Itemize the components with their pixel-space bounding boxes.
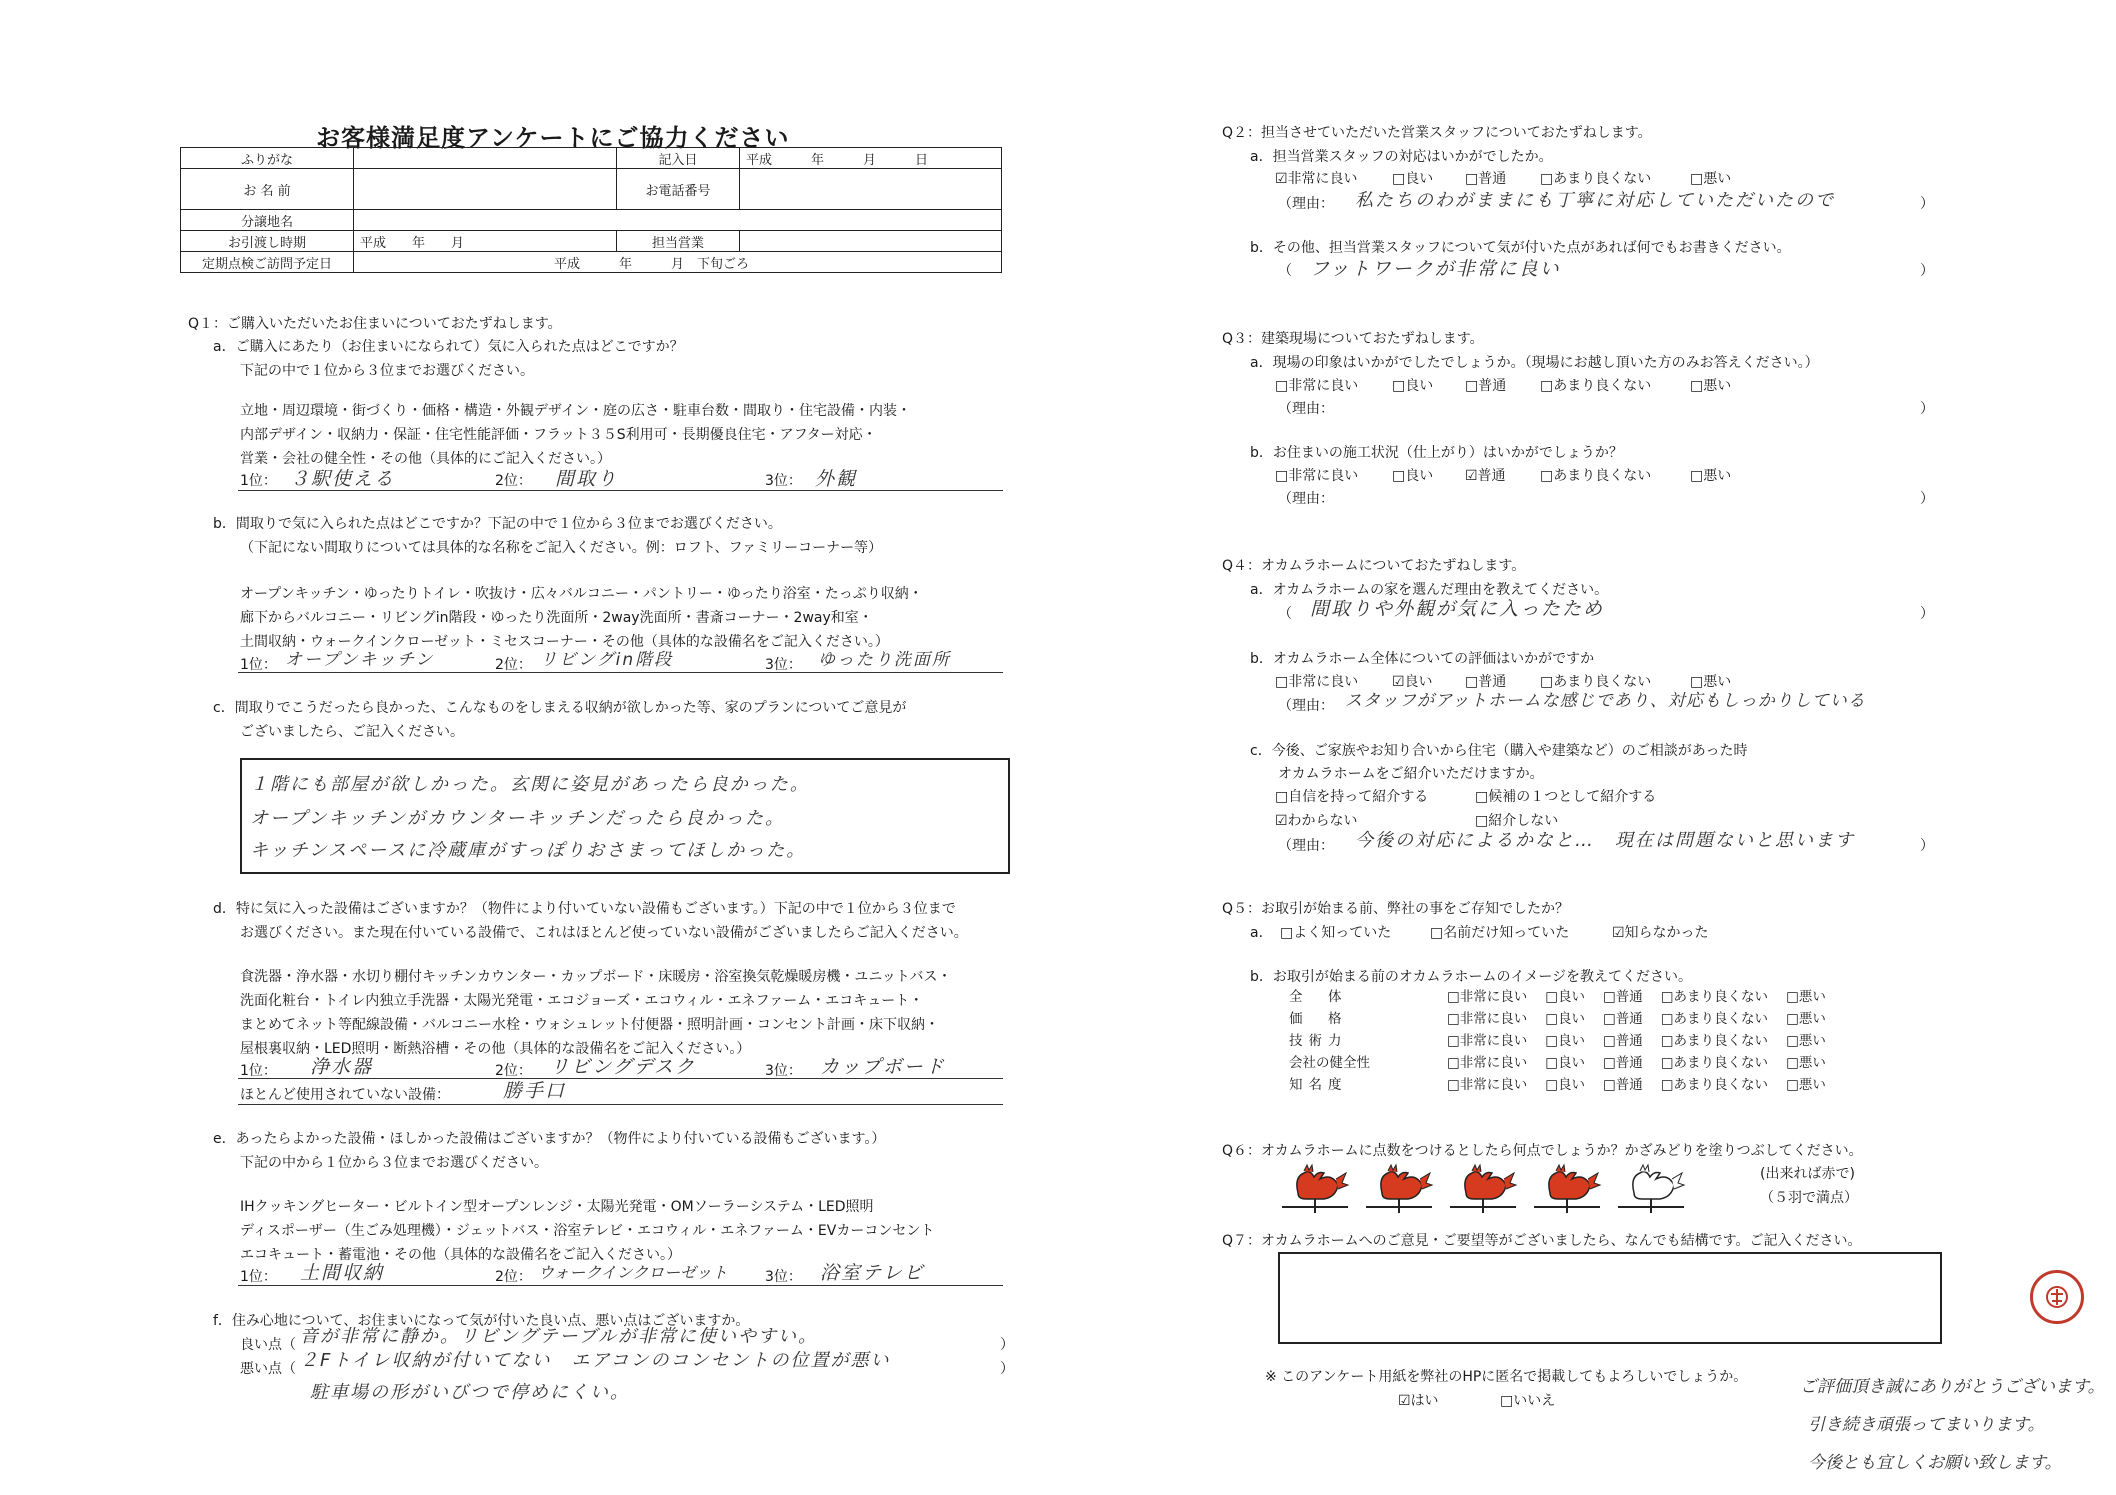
q5b-opt[interactable]: □普通 <box>1603 1011 1643 1027</box>
inspection-field[interactable]: 平成 年 月 下旬ごろ <box>354 252 1002 273</box>
publish-no[interactable]: □いいえ <box>1500 1393 1556 1409</box>
q1b-text: b．間取りで気に入られた点はどこですか？下記の中で１位から３位までお選びください。 <box>213 516 782 532</box>
q5b-row-label: 会社の健全性 <box>1289 1055 1370 1071</box>
q3a-opt-3[interactable]: □普通 <box>1465 378 1507 394</box>
q6-note-2: （５羽で満点） <box>1760 1190 1858 1206</box>
q2a-text: a．担当営業スタッフの対応はいかがでしたか。 <box>1250 149 1553 165</box>
q5b-opt[interactable]: □非常に良い <box>1447 989 1528 1005</box>
q2a-reason[interactable]: 私たちのわがままにも丁寧に対応していただいたので <box>1355 190 1835 211</box>
q3a-opt-4[interactable]: □あまり良くない <box>1540 378 1652 394</box>
q5b-opt[interactable]: □良い <box>1545 1055 1586 1071</box>
q1d-rank-underline <box>238 1078 1003 1079</box>
q5b-text: b．お取引が始まる前のオカムラホームのイメージを教えてください。 <box>1250 969 1693 985</box>
q2a-opt-3[interactable]: □普通 <box>1465 171 1507 187</box>
q5b-opt[interactable]: □悪い <box>1786 1011 1826 1027</box>
q5b-opt[interactable]: □あまり良くない <box>1660 1077 1769 1093</box>
q1d-options-3: まとめてネット等配線設備・バルコニー水栓・ウォシュレット付便器・照明計画・コンセント計画・床下収納・ <box>240 1017 940 1033</box>
q1a-rank3-label: 3位： <box>765 473 802 489</box>
q5a-opt-2[interactable]: □名前だけ知っていた <box>1430 925 1570 941</box>
q5b-row <box>1285 984 1840 1006</box>
q1e-rank2[interactable]: ウォークインクローゼット <box>538 1263 728 1282</box>
q3b-opt-1[interactable]: □非常に良い <box>1275 468 1359 484</box>
q1c-answer-3: キッチンスペースに冷蔵庫がすっぽりおさまってほしかった。 <box>250 840 807 861</box>
q5b-row <box>1285 1050 1840 1072</box>
q4c-reason-label: （理由： <box>1278 838 1334 854</box>
q5b-opt[interactable]: □普通 <box>1603 1055 1643 1071</box>
q5a-opt-1[interactable]: □よく知っていた <box>1280 925 1392 941</box>
q1a-options-2: 内部デザイン・収納力・保証・住宅性能評価・フラット３５S利用可・長期優良住宅・アフター対応・ <box>240 427 877 443</box>
q2-heading: Q２：担当させていただいた営業スタッフについておたずねします。 <box>1222 125 1652 141</box>
q5b-opt[interactable]: □悪い <box>1786 1055 1826 1071</box>
q2a-opt-5[interactable]: □悪い <box>1690 171 1732 187</box>
name-label: お 名 前 <box>181 169 354 210</box>
q4a-answer[interactable]: 間取りや外観が気に入ったため <box>1310 598 1605 620</box>
q5b-opt[interactable]: □普通 <box>1603 1077 1643 1093</box>
q1d-rank3-label: 3位： <box>765 1063 802 1079</box>
staff-label: 担当営業 <box>617 231 740 252</box>
q1f-bad[interactable]: ２Fトイレ収納が付いてない エアコンのコンセントの位置が悪い <box>300 1350 891 1371</box>
q2a-opt-1[interactable]: ☑非常に良い <box>1275 171 1358 187</box>
q1e-rank3-label: 3位： <box>765 1269 802 1285</box>
q3a-text: a．現場の印象はいかがでしたでしょうか。（現場にお越し頂いた方のみお答えください。） <box>1250 355 1819 371</box>
q4b-reason-label: （理由： <box>1278 698 1334 714</box>
q3a-opt-5[interactable]: □悪い <box>1690 378 1732 394</box>
q4c-reason-close: ） <box>1920 838 1934 854</box>
q1b-rank-underline <box>238 672 1003 673</box>
q3b-reason-close: ） <box>1920 491 1934 507</box>
q1b-rank3[interactable]: ゆったり洗面所 <box>818 650 951 670</box>
q3b-text: b．お住まいの施工状況（仕上がり）はいかがでしょうか？ <box>1250 445 1623 461</box>
q5a-opt-3[interactable]: ☑知らなかった <box>1612 925 1709 941</box>
staff-reply-3: 今後とも宜しくお願い致します。 <box>1808 1453 2062 1473</box>
q1b-rank1[interactable]: オープンキッチン <box>285 650 435 670</box>
furigana-field[interactable] <box>354 148 617 169</box>
publish-question: ※ このアンケート用紙を弊社のHPに匿名で掲載してもよろしいでしょうか。 <box>1265 1369 1748 1385</box>
q1e-rank1-label: 1位： <box>240 1269 277 1285</box>
q5b-row-label: 全 体 <box>1289 989 1348 1005</box>
q5b-row-label: 価 格 <box>1289 1011 1348 1027</box>
q1b-options-3: 土間収納・ウォークインクローゼット・ミセスコーナー・その他（具体的な設備名をご記入ください。） <box>240 634 889 650</box>
q2b-answer[interactable]: フットワークが非常に良い <box>1310 258 1561 280</box>
q1e-rank2-label: 2位： <box>495 1269 532 1285</box>
q5b-opt[interactable]: □非常に良い <box>1447 1033 1528 1049</box>
q5b-opt[interactable]: □あまり良くない <box>1660 989 1769 1005</box>
q1f-bad-label: 悪い点（ <box>240 1361 296 1377</box>
q1b-rank2[interactable]: リビングin階段 <box>540 650 674 670</box>
q4c-text: c．今後、ご家族やお知り合いから住宅（購入や建築など）のご相談があった時 <box>1250 743 1748 759</box>
q5b-image-table <box>1285 984 1840 1094</box>
q5-heading: Q５：お取引が始まる前、弊社の事をご存知でしたか？ <box>1222 901 1570 917</box>
rooster-icon[interactable] <box>1616 1163 1686 1215</box>
rooster-icon[interactable] <box>1532 1163 1602 1215</box>
q1b-options-1: オープンキッチン・ゆったりトイレ・吹抜け・広々バルコニー・パントリー・ゆったり浴室・たっぷり収納・ <box>240 586 923 602</box>
q1f-bad-close: ） <box>1000 1361 1014 1377</box>
seal-stamp-icon <box>2030 1270 2084 1324</box>
q5b-opt[interactable]: □悪い <box>1786 1077 1826 1093</box>
rooster-icon[interactable] <box>1364 1163 1434 1215</box>
q5b-opt[interactable]: □良い <box>1545 989 1586 1005</box>
q1a-rank1[interactable]: ３駅使える <box>290 468 396 490</box>
q5b-row-label: 知名度 <box>1289 1077 1348 1093</box>
q1d-unused-label: ほとんど使用されていない設備： <box>240 1087 450 1103</box>
q3a-reason-label: （理由： <box>1278 401 1334 417</box>
inspection-label: 定期点検ご訪問予定日 <box>181 252 354 273</box>
q5b-row <box>1285 1028 1840 1050</box>
q1e-rank-underline <box>238 1285 1003 1286</box>
q1a-rank1-label: 1位： <box>240 473 277 489</box>
q3b-opt-5[interactable]: □悪い <box>1690 468 1732 484</box>
q2a-opt-4[interactable]: □あまり良くない <box>1540 171 1652 187</box>
q1-heading: Q１：ご購入いただいたお住まいについておたずねします。 <box>188 316 562 332</box>
q4a-open: （ <box>1278 606 1292 622</box>
staff-field[interactable] <box>740 231 1002 252</box>
q1d-unused[interactable]: 勝手口 <box>503 1080 567 1102</box>
rooster-icon[interactable] <box>1280 1163 1350 1215</box>
furigana-label: ふりがな <box>181 148 354 169</box>
subdivision-field[interactable] <box>354 210 1002 231</box>
q1f-bad-2[interactable]: 駐車場の形がいびつで停めにくい。 <box>310 1382 630 1403</box>
q5b-row <box>1285 1006 1840 1028</box>
q5b-opt[interactable]: □非常に良い <box>1447 1055 1528 1071</box>
q2a-reason-close: ） <box>1920 196 1934 212</box>
q5b-opt[interactable]: □普通 <box>1603 989 1643 1005</box>
q1b-sub: （下記にない間取りについては具体的な名称をご記入ください。例：ロフト、ファミリーコーナー等） <box>240 540 883 556</box>
q1f-text: f．住み心地について、お住まいになって気が付いた良い点、悪い点はございますか。 <box>213 1313 750 1329</box>
q4b-opt-1[interactable]: □非常に良い <box>1275 674 1359 690</box>
q4c-opt-1[interactable]: □自信を持って紹介する <box>1275 789 1429 805</box>
q1d-options-2: 洗面化粧台・トイレ内独立手洗器・太陽光発電・エコジョーズ・エコウィル・エネファーム・エコキュート・ <box>240 993 924 1009</box>
q1a-options-1: 立地・周辺環境・街づくり・価格・構造・外観デザイン・庭の広さ・駐車台数・間取り・住宅設備・内装・ <box>240 403 912 419</box>
q1d-rank2[interactable]: リビングデスク <box>550 1056 696 1078</box>
q4b-opt-4[interactable]: □あまり良くない <box>1540 674 1652 690</box>
q1c-text-2: ございましたら、ご記入ください。 <box>240 724 464 740</box>
q1f-good[interactable]: 音が非常に静か。リビングテーブルが非常に使いやすい。 <box>300 1326 819 1347</box>
handover-label: お引渡し時期 <box>181 231 354 252</box>
q5b-opt[interactable]: □あまり良くない <box>1660 1055 1769 1071</box>
q2a-reason-label: （理由： <box>1278 196 1334 212</box>
q5a-label: a． <box>1250 925 1273 941</box>
q5b-opt[interactable]: □良い <box>1545 1011 1586 1027</box>
q1e-options-2: ディスポーザー（生ごみ処理機）・ジェットバス・浴室テレビ・エコウィル・エネファーム・EVカーコンセント <box>240 1223 935 1239</box>
q4c-opt-3[interactable]: ☑わからない <box>1275 813 1358 829</box>
q1a-options-3: 営業・会社の健全性・その他（具体的にご記入ください。） <box>240 451 611 467</box>
q4b-text: b．オカムラホーム全体についての評価はいかがですか <box>1250 651 1595 667</box>
q1a-rank2[interactable]: 間取り <box>555 468 619 490</box>
q5b-opt[interactable]: □良い <box>1545 1077 1586 1093</box>
q3b-reason-label: （理由： <box>1278 491 1334 507</box>
staff-reply-1: ご評価頂き誠にありがとうございます。 <box>1800 1377 2105 1397</box>
q4-heading: Q４：オカムラホームについておたずねします。 <box>1222 558 1526 574</box>
q5b-opt[interactable]: □普通 <box>1603 1033 1643 1049</box>
q1e-text: e．あったらよかった設備・ほしかった設備はございますか？（物件により付いている設備もございます。） <box>213 1131 886 1147</box>
q6-heading: Q６：オカムラホームに点数をつけるとしたら何点でしょうか？かざみどりを塗りつぶしてください。 <box>1222 1143 1863 1159</box>
q3b-opt-3[interactable]: ☑普通 <box>1465 468 1506 484</box>
q1d-rank1[interactable]: 浄水器 <box>310 1056 374 1078</box>
q5b-opt[interactable]: □悪い <box>1786 989 1826 1005</box>
q3-heading: Q３：建築現場についておたずねします。 <box>1222 331 1484 347</box>
phone-label: お電話番号 <box>617 169 740 210</box>
q2b-close: ） <box>1920 263 1934 279</box>
q3a-reason-close: ） <box>1920 401 1934 417</box>
publish-yes[interactable]: ☑はい <box>1398 1393 1439 1409</box>
rooster-icon[interactable] <box>1448 1163 1518 1215</box>
q5b-row <box>1285 1072 1840 1094</box>
q1d-unused-underline <box>238 1104 1003 1105</box>
q1c-answer-1: １階にも部屋が欲しかった。玄関に姿見があったら良かった。 <box>250 774 810 795</box>
handover-field[interactable]: 平成 年 月 <box>354 231 617 252</box>
page-title: お客様満足度アンケートにご協力ください <box>316 124 790 152</box>
q5b-opt[interactable]: □あまり良くない <box>1660 1033 1769 1049</box>
q1e-rank1[interactable]: 土間収納 <box>300 1262 385 1284</box>
q3a-opt-1[interactable]: □非常に良い <box>1275 378 1359 394</box>
q5b-row-label: 技術力 <box>1289 1033 1348 1049</box>
q1c-text: c．間取りでこうだったら良かった、こんなものをしまえる収納が欲しかった等、家のプランについてご意見が <box>213 700 907 716</box>
phone-field[interactable] <box>740 169 1002 210</box>
q7-answer-box[interactable] <box>1278 1252 1942 1344</box>
q4a-text: a．オカムラホームの家を選んだ理由を教えてください。 <box>1250 582 1609 598</box>
q1a-rank2-label: 2位： <box>495 473 532 489</box>
q5b-opt[interactable]: □あまり良くない <box>1660 1011 1769 1027</box>
q1d-options-4: 屋根裏収納・LED照明・断熱浴槽・その他（具体的な設備名をご記入ください。） <box>240 1041 751 1057</box>
q1f-good-close: ） <box>1000 1337 1014 1353</box>
q1e-sub: 下記の中から１位から３位までお選びください。 <box>240 1155 548 1171</box>
q4b-opt-5[interactable]: □悪い <box>1690 674 1732 690</box>
q4c-text-2: オカムラホームをご紹介いただけますか。 <box>1278 766 1544 782</box>
q1d-rank1-label: 1位： <box>240 1063 277 1079</box>
q4c-reason[interactable]: 今後の対応によるかなと… 現在は問題ないと思います <box>1355 830 1855 851</box>
q1b-options-2: 廊下からバルコニー・リビングin階段・ゆったり洗面所・2way洗面所・書斎コーナー・2way和室・ <box>240 610 873 626</box>
q4b-opt-2[interactable]: ☑良い <box>1392 674 1433 690</box>
q1a-sub: 下記の中で１位から３位までお選びください。 <box>240 363 534 379</box>
q5b-opt[interactable]: □悪い <box>1786 1033 1826 1049</box>
q1e-rank3[interactable]: 浴室テレビ <box>820 1262 925 1284</box>
q1b-rank2-label: 2位： <box>495 657 532 673</box>
q4c-opt-4[interactable]: □紹介しない <box>1475 813 1559 829</box>
subdivision-label: 分譲地名 <box>181 210 354 231</box>
q2b-open: （ <box>1278 263 1292 279</box>
q5b-opt[interactable]: □非常に良い <box>1447 1077 1528 1093</box>
q4c-opt-2[interactable]: □候補の１つとして紹介する <box>1475 789 1657 805</box>
q1d-text-2: お選びください。また現在付いている設備で、これはほとんど使っていない設備がございましたらご記入ください。 <box>240 925 968 941</box>
q3b-opt-4[interactable]: □あまり良くない <box>1540 468 1652 484</box>
q1e-options-3: エコキュート・蓄電池・その他（具体的な設備名をご記入ください。） <box>240 1247 681 1263</box>
q7-heading: Q７：オカムラホームへのご意見・ご要望等がございましたら、なんでも結構です。ご記入ください。 <box>1222 1233 1862 1249</box>
q6-note-1: (出来れば赤で) <box>1760 1166 1855 1182</box>
customer-info-table <box>180 147 1002 273</box>
name-field[interactable] <box>354 169 617 210</box>
q1f-good-label: 良い点（ <box>240 1337 296 1353</box>
q1e-options-1: IHクッキングヒーター・ビルトイン型オープンレンジ・太陽光発電・OMソーラーシステム・LED照明 <box>240 1199 874 1215</box>
q3a-opt-2[interactable]: □良い <box>1392 378 1434 394</box>
q2a-opt-2[interactable]: □良い <box>1392 171 1434 187</box>
q2b-text: b．その他、担当営業スタッフについて気が付いた点があれば何でもお書きください。 <box>1250 240 1791 256</box>
q4b-reason[interactable]: スタッフがアットホームな感じであり、対応もしっかりしている <box>1345 691 1866 711</box>
staff-reply-2: 引き続き頑張ってまいります。 <box>1808 1415 2045 1435</box>
q1c-answer-2: オープンキッチンがカウンターキッチンだったら良かった。 <box>250 808 786 829</box>
q1d-rank3[interactable]: カップボード <box>820 1056 946 1078</box>
q3b-opt-2[interactable]: □良い <box>1392 468 1434 484</box>
entry-date-field[interactable]: 平成 年 月 日 <box>740 148 1002 169</box>
q1b-rank3-label: 3位： <box>765 657 802 673</box>
q1d-text: d．特に気に入った設備はございますか？（物件により付いていない設備もございます。）下記の中で１位から３位まで <box>213 901 956 917</box>
q4a-close: ） <box>1920 606 1934 622</box>
q5b-opt[interactable]: □非常に良い <box>1447 1011 1528 1027</box>
entry-date-label: 記入日 <box>617 148 740 169</box>
q4b-opt-3[interactable]: □普通 <box>1465 674 1507 690</box>
q1b-rank1-label: 1位： <box>240 657 277 673</box>
q1d-options-1: 食洗器・浄水器・水切り棚付キッチンカウンター・カップボード・床暖房・浴室換気乾燥暖房機・ユニットバス・ <box>240 969 952 985</box>
q1a-text: a．ご購入にあたり（お住まいになられて）気に入られた点はどこですか？ <box>213 339 684 355</box>
q1d-rank2-label: 2位： <box>495 1063 532 1079</box>
q1a-rank3[interactable]: 外観 <box>815 468 858 490</box>
q1a-rank-underline <box>238 490 1003 491</box>
q5b-opt[interactable]: □良い <box>1545 1033 1586 1049</box>
